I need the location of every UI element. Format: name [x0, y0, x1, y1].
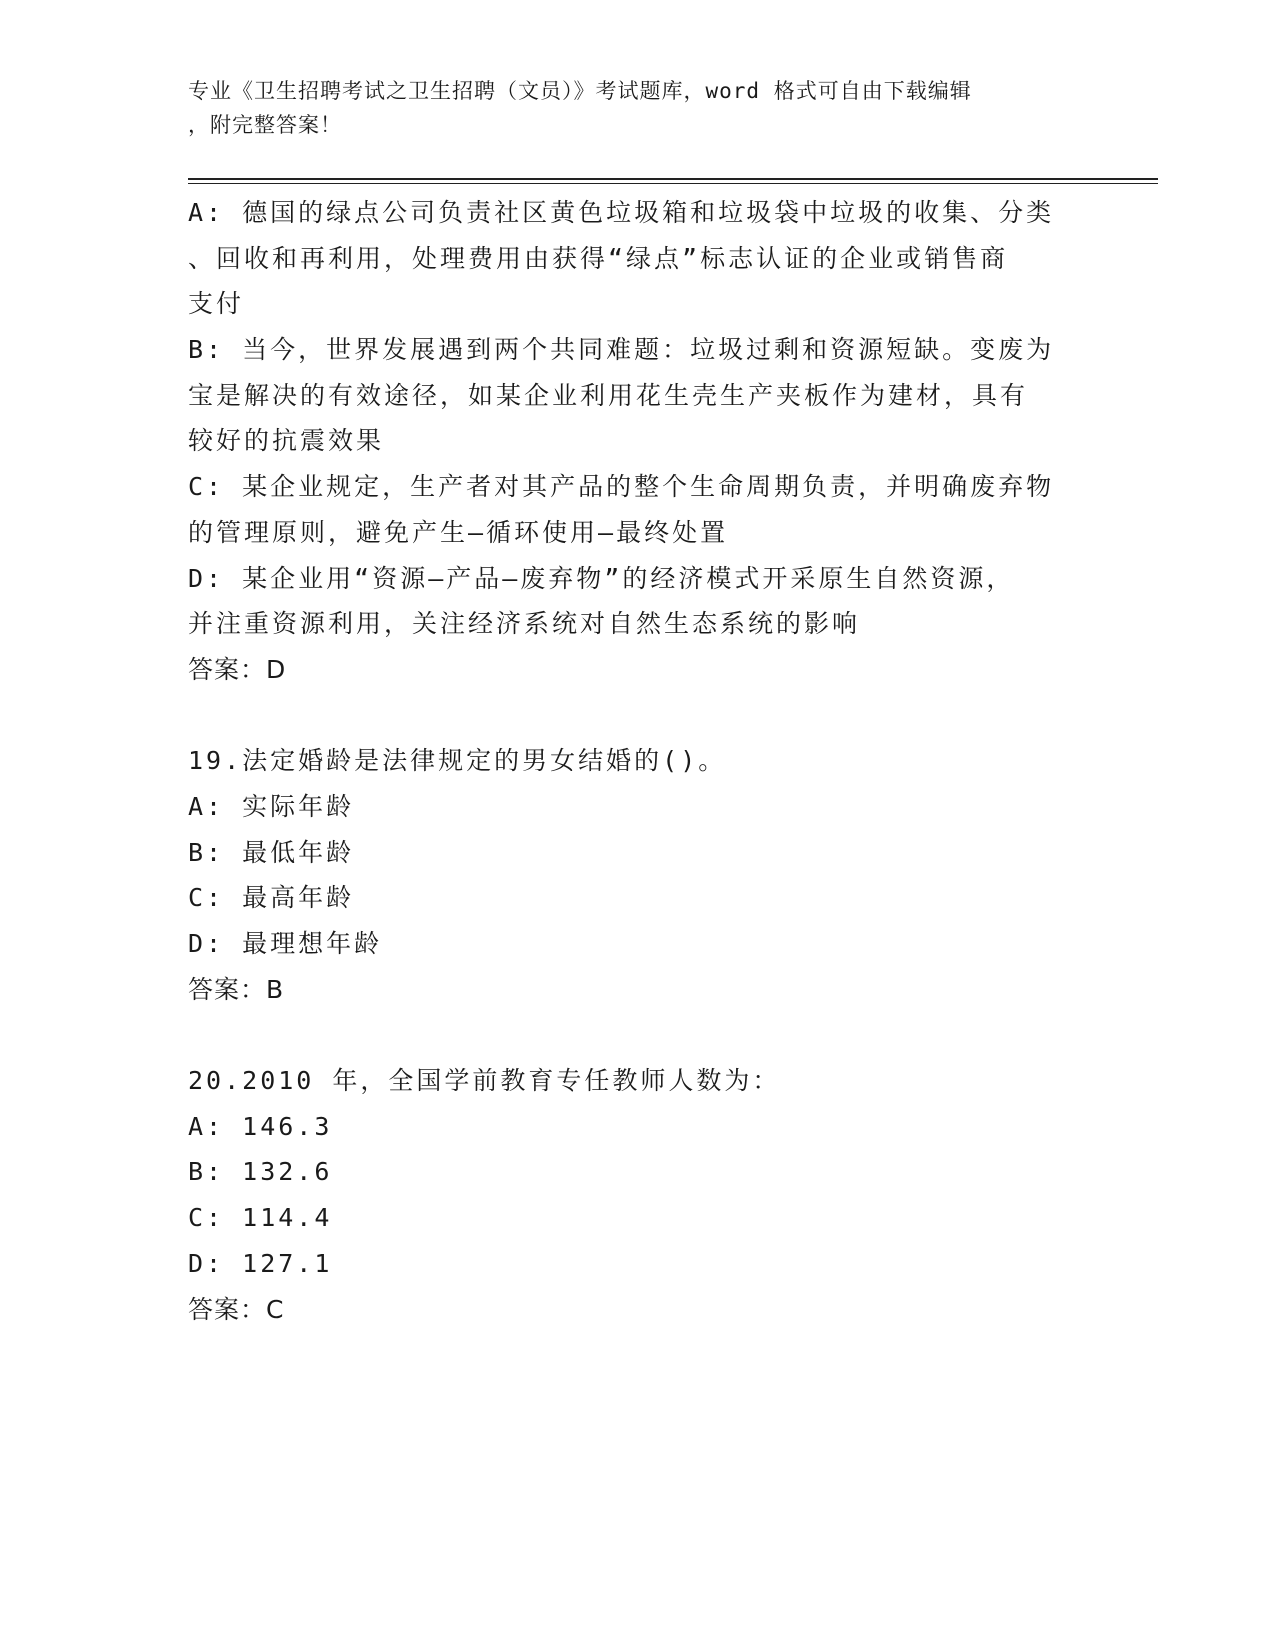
- q18-option-a-line-3: 支付: [188, 289, 245, 319]
- document-header: [188, 74, 1088, 142]
- q18-answer: 答案：D: [188, 654, 287, 684]
- header-line-1: 专业《卫生招聘考试之卫生招聘（文员）》考试题库，word 格式可自由下载编辑: [188, 79, 972, 103]
- q20-option-c: C: 114.4: [188, 1203, 333, 1233]
- header-divider-thick: [188, 178, 1158, 180]
- q18-option-b-line-1: B: 当今，世界发展遇到两个共同难题：垃圾过剩和资源短缺。变废为: [188, 335, 1055, 365]
- header-divider-thin: [188, 183, 1158, 184]
- question-20-block: [188, 1058, 1088, 1332]
- header-line-2: ，附完整答案！: [188, 113, 342, 137]
- q18-option-b-line-3: 较好的抗震效果: [188, 426, 385, 456]
- q18-option-b-line-2: 宝是解决的有效途径，如某企业利用花生壳生产夹板作为建材，具有: [188, 380, 1029, 410]
- q20-question: 20.2010 年，全国学前教育专任教师人数为：: [188, 1066, 781, 1096]
- q18-option-a-line-1: A: 德国的绿点公司负责社区黄色垃圾箱和垃圾袋中垃圾的收集、分类: [188, 198, 1055, 227]
- q19-question: 19.法定婚龄是法律规定的男女结婚的()。: [188, 746, 727, 776]
- q19-option-c: C: 最高年龄: [188, 883, 355, 913]
- spacer: [188, 1012, 1088, 1058]
- q18-option-c-line-1: C: 某企业规定，生产者对其产品的整个生命周期负责，并明确废弃物: [188, 472, 1055, 502]
- q20-option-b: B: 132.6: [188, 1157, 333, 1187]
- question-19-block: [188, 738, 1088, 1012]
- question-18-block: [188, 190, 1088, 693]
- q19-option-b: B: 最低年龄: [188, 837, 355, 867]
- q18-option-d-line-2: 并注重资源利用，关注经济系统对自然生态系统的影响: [188, 609, 861, 639]
- q20-option-d: D: 127.1: [188, 1248, 333, 1278]
- q20-answer: 答案：C: [188, 1294, 285, 1324]
- q20-option-a: A: 146.3: [188, 1111, 333, 1141]
- question-content: [188, 190, 1088, 1332]
- q18-option-d-line-1: D: 某企业用“资源—产品—废弃物”的经济模式开采原生自然资源，: [188, 563, 1015, 593]
- q19-option-d: D: 最理想年龄: [188, 929, 383, 958]
- q18-option-a-line-2: 、回收和再利用，处理费用由获得“绿点”标志认证的企业或销售商: [188, 243, 1009, 273]
- q18-option-c-line-2: 的管理原则，避免产生—循环使用—最终处置: [188, 517, 729, 547]
- spacer: [188, 693, 1088, 739]
- q19-option-a: A: 实际年龄: [188, 791, 355, 821]
- q19-answer: 答案：B: [188, 974, 285, 1004]
